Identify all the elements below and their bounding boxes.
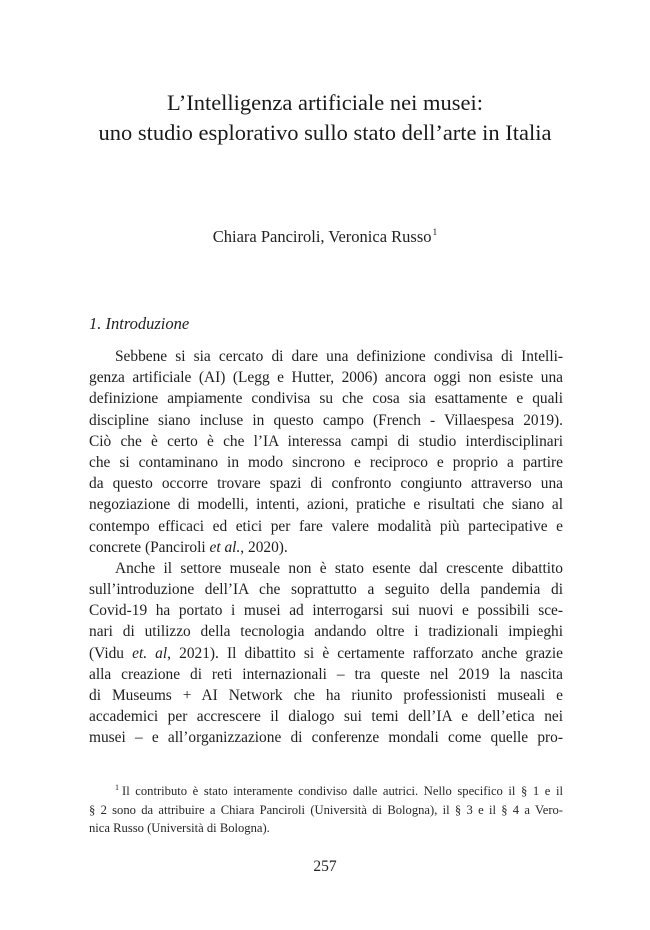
footnote-line: § 2 sono da attribuire a Chiara Panciroli (Università di Bologna), il § 3 e il § 4 a Vero- bbox=[89, 802, 563, 817]
body-line: discipline siano incluse in questo campo (French - Villaespesa 2019). bbox=[89, 411, 563, 429]
body-line-citation: concrete (Panciroli et al., 2020). bbox=[89, 538, 288, 556]
body-line: contempo efficaci ed etici per fare valere modalità più partecipative e bbox=[89, 517, 563, 535]
body-line: musei – e all’organizzazione di conferenze mondali come quelle pro- bbox=[89, 729, 563, 747]
footnote bbox=[89, 779, 563, 838]
body-line-citation: (Vidu et. al, 2021). Il dibattito si è certamente rafforzato anche grazie bbox=[89, 644, 563, 662]
body-line: Sebbene si sia cercato di dare una definizione condivisa di Intelli- bbox=[115, 348, 563, 365]
body-line: Anche il settore museale non è stato esente dal crescente dibattito bbox=[115, 559, 563, 577]
body-line: genza artificiale (AI) (Legg e Hutter, 2006) ancora oggi non esiste una bbox=[89, 369, 563, 387]
footnote-line: $^1$ Il contributo è stato interamente condiviso dalle autrici. Nello specifico il § 1 e il bbox=[115, 783, 563, 798]
page-number: 257 bbox=[313, 858, 337, 875]
body-line: accademici per accrescere il dialogo sui temi dell’IA e dell’etica nei bbox=[89, 708, 563, 726]
body-line: che si contaminano in modo sincrono e reciproco e proprio a partire bbox=[89, 453, 563, 471]
body-line: definizione ampiamente condivisa su che cosa sia esattamente e quali bbox=[89, 390, 563, 408]
body-line: Ciò che è certo è che l’IA interessa campi di studio interdisciplinari bbox=[89, 432, 563, 450]
author-line bbox=[0, 222, 650, 248]
body-paragraphs bbox=[89, 346, 563, 749]
chapter-title bbox=[0, 88, 650, 148]
body-line: di Museums + AI Network che ha riunito professionisti museali e bbox=[89, 687, 563, 704]
author-names: Chiara Panciroli, Veronica Russo bbox=[212, 227, 432, 246]
body-line: Covid-19 ha portato i musei ad interrogarsi sui nuovi e possibili sce- bbox=[89, 602, 563, 620]
footnote-line: nica Russo (Università di Bologna). bbox=[89, 821, 270, 835]
chapter-title-line-1: L’Intelligenza artificiale nei musei: bbox=[167, 90, 483, 115]
section-heading: 1. Introduzione bbox=[89, 314, 190, 333]
body-line: negoziazione di modelli, intenti, azioni, pratiche e risultati che siano al bbox=[89, 496, 563, 514]
body-line: sull’introduzione dell’IA che soprattutto a seguito della pandemia di bbox=[89, 581, 563, 599]
body-line: da questo occorre trovare spazi di confronto congiunto attraverso una bbox=[89, 475, 563, 493]
author-footnote-marker[interactable]: 1 bbox=[432, 228, 438, 238]
body-line: nari di utilizzo della tecnologia andando oltre i tradizionali impieghi bbox=[89, 623, 563, 641]
chapter-title-line-2: uno studio esplorativo sullo stato dell’arte in Italia bbox=[98, 120, 552, 145]
body-line: alla creazione di reti internazionali – tra queste nel 2019 la nascita bbox=[89, 665, 563, 683]
footnote-marker: 1 bbox=[115, 783, 119, 792]
